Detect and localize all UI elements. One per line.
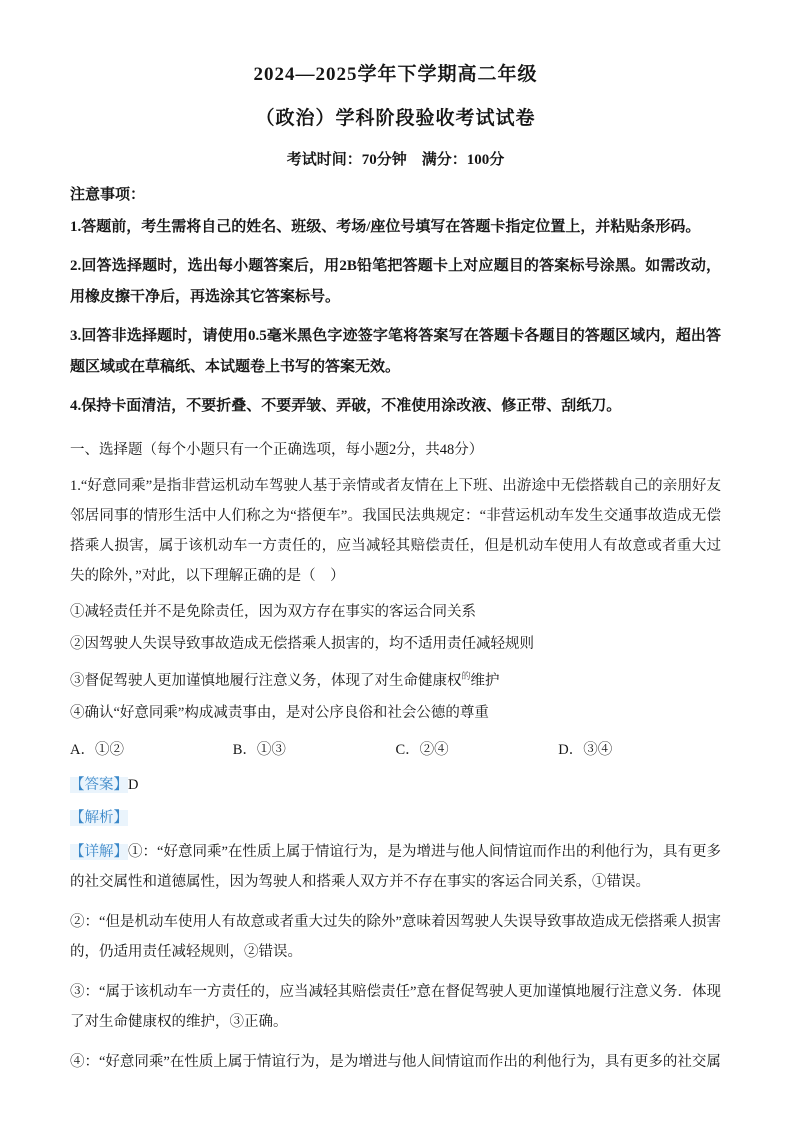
statement-3-superscript: 的 — [461, 671, 471, 681]
notice-item-1: 1.答题前，考生需将自己的姓名、班级、考场/座位号填写在答题卡指定位置上，并粘贴条形码。 — [70, 219, 701, 235]
choice-a: A．①② — [70, 741, 124, 758]
question-statement-2: ②因驾驶人失误导致事故造成无偿搭乘人损害的，均不适用责任减轻规则 — [70, 636, 534, 652]
notice-item-3: 3.回答非选择题时，请使用0.5毫米黑色字迹签字笔将答案写在答题卡各题目的答题区域内，超出答题区域或在草稿纸、本试题卷上书写的答案无效。 — [70, 328, 721, 375]
detail-paragraph-4: ④：“好意同乘”在性质上属于情谊行为，是为增进与他人间情谊而作出的利他行为，具有更多的社交属 — [70, 1053, 721, 1070]
question-statement-4: ④确认“好意同乘”构成减责事由，是对公序良俗和社会公德的尊重 — [70, 704, 489, 721]
statement-3-suffix: 维护 — [470, 672, 500, 689]
notice-item-4: 4.保持卡面清洁，不要折叠、不要弄皱、弄破，不准使用涂改液、修正带、刮纸刀。 — [70, 398, 622, 414]
section-heading: 一、选择题（每个小题只有一个正确选项，每小题2分，共48分） — [70, 442, 484, 458]
detail-text-1: ①：“好意同乘”在性质上属于情谊行为，是为增进与他人间情谊而作出的利他行为，具有更多的社交属性和道德属性，因为驾驶人和搭乘人双方并不存在事实的客运合同关系，①错误。 — [70, 843, 721, 890]
detail-paragraph-2: ②：“但是机动车使用人有故意或者重大过失的除外”意味着因驾驶人失误导致事故造成无偿搭乘人损害的，仍适用责任减轻规则，②错误。 — [70, 913, 721, 960]
notice-item-2: 2.回答选择题时，选出每小题答案后，用2B铅笔把答题卡上对应题目的答案标号涂黑。如需改动，用橡皮擦干净后，再选涂其它答案标号。 — [70, 258, 721, 305]
exam-title-line1: 2024—2025学年下学期高二年级 — [253, 64, 538, 85]
exam-title-line2: （政治）学科阶段验收考试试卷 — [255, 108, 536, 129]
answer-label: 【答案】 — [70, 776, 128, 793]
detail-paragraph-1 — [70, 837, 721, 897]
choice-d: D．③④ — [558, 741, 613, 758]
analysis-label: 【解析】 — [70, 809, 128, 826]
choice-c: C．②④ — [395, 741, 449, 758]
statement-3-text: ③督促驾驶人更加谨慎地履行注意义务，体现了对生命健康权 — [70, 672, 462, 689]
answer-choices-row — [70, 738, 721, 759]
analysis-line — [70, 806, 721, 827]
question-statement-1: ①减轻责任并不是免除责任，因为双方存在事实的客运合同关系 — [70, 604, 476, 620]
detail-paragraph-3: ③：“属于该机动车一方责任的，应当减轻其赔偿责任”意在督促驾驶人更加谨慎地履行注意义务．体现了对生命健康权的维护，③正确。 — [70, 983, 721, 1030]
answer-value: D — [128, 776, 139, 793]
notice-heading: 注意事项： — [70, 187, 146, 203]
exam-meta-line: 考试时间：70分钟 满分：100分 — [286, 152, 505, 168]
detail-label: 【详解】 — [70, 843, 129, 860]
question-statement-3 — [70, 665, 721, 692]
question-1-stem: 1.“好意同乘”是指非营运机动车驾驶人基于亲情或者友情在上下班、出游途中无偿搭载自己的亲朋好友邻居同事的情形生活中人们称之为“搭便车”。我国民法典规定：“非营运机动车发生交通事故造成无偿搭乘人损害，属于该机动车一方责任的，应当减轻其赔偿责任，但是机动车使用人有故意或者重大过失的除外，”对此，以下理解正确的是（ ） — [70, 478, 721, 584]
answer-line — [70, 773, 721, 794]
choice-b: B．①③ — [232, 741, 286, 758]
